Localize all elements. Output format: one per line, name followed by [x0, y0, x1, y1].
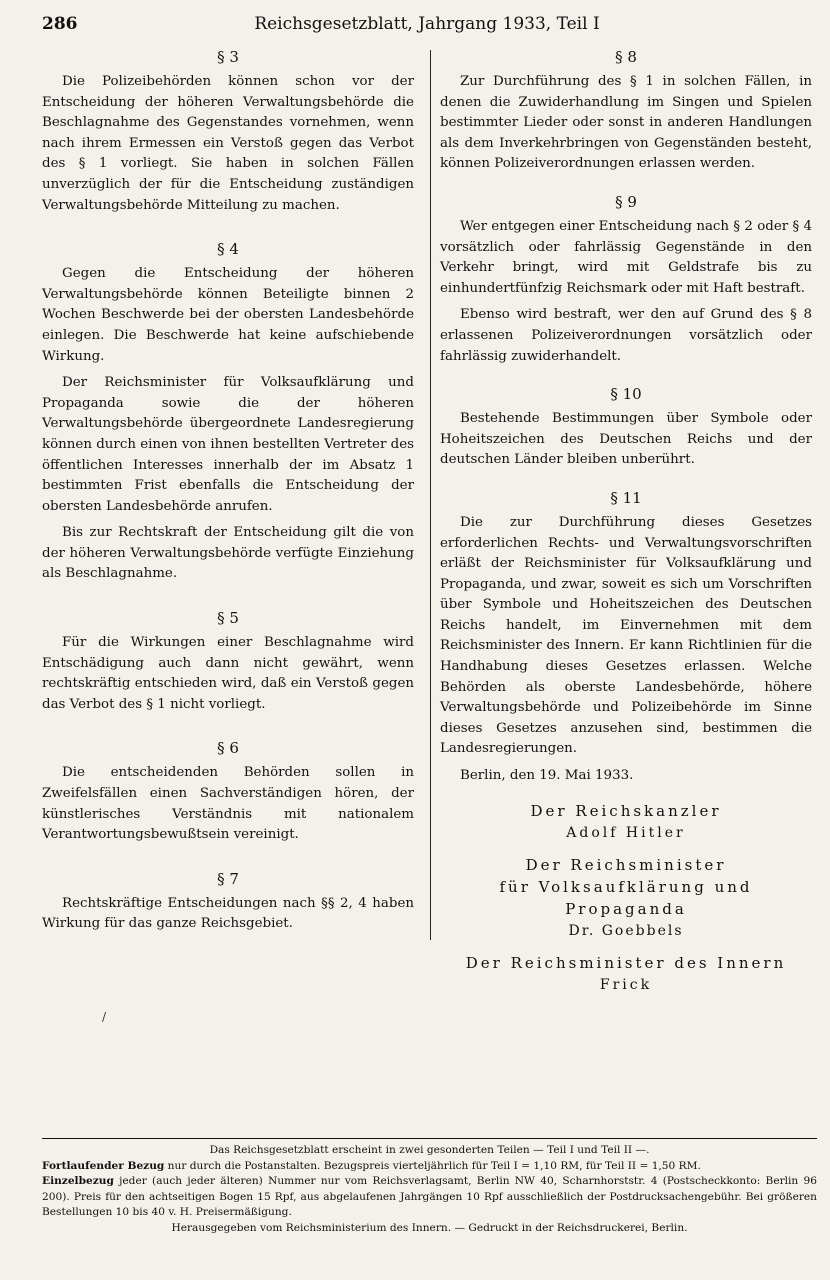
signature-block — [440, 800, 812, 996]
section-4 — [42, 238, 414, 585]
footer-line: Das Reichsgesetzblatt erscheint in zwei gesonderten Teilen — Teil I und Teil II —. — [209, 1144, 650, 1156]
paragraph: Die zur Durchführung dieses Gesetzes erforderlichen Rechts- und Verwaltungsvorschriften erläßt der Reichsminister für Volksaufklärung und Propaganda, und zwar, soweit es sich um Vorschriften über Symbole und Hoheitszeichen des Deutschen Reichs handelt, im Einvernehmen mit dem Reichsminister des Innern. Er kann Richtlinien für die Handhabung dieses Gesetzes erlassen. Welche Behörden als oberste Landesbehörde, höhere Verwaltungsbehörde und Polizeibehörde im Sinne dieses Gesetzes anzusehen sind, bestimmen die Landesregierungen. — [440, 514, 812, 757]
propaganda-minister-title-2: für Volksaufklärung und Propaganda — [499, 878, 753, 919]
footer-line — [42, 1159, 817, 1175]
paragraph: Bestehende Bestimmungen über Symbole oder Hoheitszeichen des Deutschen Reichs und der deutschen Länder bleiben unberührt. — [440, 411, 812, 468]
footer-line — [42, 1174, 817, 1221]
section-10 — [440, 383, 812, 471]
paragraph: Für die Wirkungen einer Beschlagnahme wird Entschädigung auch dann nicht gewährt, wenn rechtskräftig entschieden wird, daß ein Verstoß gegen das Verbot des § 1 nicht vorliegt. — [42, 635, 414, 712]
section-heading: § 8 — [615, 48, 637, 66]
section-heading: § 3 — [217, 48, 239, 66]
footer — [42, 1143, 817, 1237]
section-heading: § 5 — [217, 609, 239, 628]
section-5 — [42, 607, 414, 715]
paragraph: Der Reichsminister für Volksaufklärung und Propaganda sowie die der höheren Verwaltungsbehörde übergeordnete Landesregierung können durch einen von ihnen bestellten Vertreter des öffentlichen Interesses innerhalb der im Absatz 1 bestimmten Frist ebenfalls die Entscheidung der obersten Landesbehörde anrufen. — [42, 375, 414, 514]
section-heading: § 11 — [610, 488, 642, 507]
running-head: Reichsgesetzblatt, Jahrgang 1933, Teil I — [254, 14, 600, 34]
paragraph: Rechtskräftige Entscheidungen nach §§ 2, 4 haben Wirkung für das ganze Reichsgebiet. — [42, 895, 414, 932]
footer-line: Herausgegeben vom Reichsministerium des Innern. — Gedruckt in der Reichsdruckerei, Berlin. — [171, 1221, 688, 1234]
paragraph: Bis zur Rechtskraft der Entscheidung gilt die von der höheren Verwaltungsbehörde verfügte Einziehung als Beschlagnahme. — [42, 525, 414, 582]
propaganda-minister-name: Dr. Goebbels — [568, 923, 684, 940]
page-header — [42, 14, 812, 40]
page-number: 286 — [42, 14, 78, 34]
footer-bold-term: Einzelbezug — [42, 1175, 114, 1188]
section-11 — [440, 487, 812, 760]
footer-text: jeder (auch jeder älteren) Nummer nur vom Reichsverlagsamt, Berlin NW 40, Scharnhorststr. 4 (Postscheckkonto: Berlin 96 200). Preis für den achtseitigen Bogen 15 Rpf, aus abgelaufenen Jahrgängen 10 Rpf ausschließlich der Postdrucksachengebühr. Bei größeren Bestellungen 10 bis 40 v. H. Preisermäßigung. — [42, 1175, 817, 1219]
column-divider — [430, 50, 431, 940]
right-column — [440, 46, 812, 1006]
paragraph: Wer entgegen einer Entscheidung nach § 2 oder § 4 vorsätzlich oder fahrlässig Gegenstände in den Verkehr bringt, wird mit Geldstrafe bis zu einhundertfünfzig Reichsmark oder mit Haft bestraft. — [440, 218, 812, 296]
footer-bold-term: Fortlaufender Bezug — [42, 1159, 165, 1172]
section-3 — [42, 46, 414, 216]
section-9 — [440, 191, 812, 367]
section-heading: § 4 — [217, 240, 239, 259]
section-6 — [42, 737, 414, 845]
paragraph: Die entscheidenden Behörden sollen in Zweifelsfällen einen Sachverständigen hören, der künstlerisches Verständnis mit nationalem Verantwortungsbewußtsein vereinigt. — [42, 765, 414, 843]
left-column — [42, 46, 414, 941]
paragraph: Gegen die Entscheidung der höheren Verwaltungsbehörde können Beteiligte binnen 2 Wochen Beschwerde bei der obersten Landesbehörde einlegen. Die Beschwerde hat keine aufschiebende Wirkung. — [42, 266, 414, 364]
paragraph: Zur Durchführung des § 1 in solchen Fällen, in denen die Zuwiderhandlung im Singen und Spielen bestimmter Lieder oder sonst in anderen Handlungen als dem Inverkehrbringen von Gegenständen besteht, können Polizeiverordnungen erlassen werden. — [440, 74, 812, 172]
footer-text: nur durch die Postanstalten. Bezugspreis vierteljährlich für Teil I = 1,10 RM, für Teil II = 1,50 RM. — [164, 1159, 701, 1172]
section-heading: § 7 — [217, 869, 239, 888]
chancellor-title: Der Reichskanzler — [530, 802, 722, 821]
section-heading: § 9 — [615, 192, 637, 211]
footer-rule — [42, 1138, 817, 1139]
propaganda-minister-title: Der Reichsminister — [525, 856, 727, 875]
section-heading: § 10 — [610, 385, 642, 404]
date-line: Berlin, den 19. Mai 1933. — [460, 768, 634, 784]
section-7 — [42, 868, 414, 935]
section-8 — [440, 46, 812, 175]
interior-minister-title: Der Reichsminister des Innern — [465, 954, 787, 973]
chancellor-name: Adolf Hitler — [566, 825, 686, 842]
stray-mark: / — [102, 1010, 107, 1024]
paragraph: Die Polizeibehörden können schon vor der Entscheidung der höheren Verwaltungsbehörde die Beschlagnahme des Gegenstandes vornehmen, wenn nach ihrem Ermessen ein Verstoß gegen das Verbot des § 1 vorliegt. Sie haben in solchen Fällen unverzüglich der für die Entscheidung zuständigen Verwaltungsbehörde Mitteilung zu machen. — [42, 74, 414, 213]
paragraph: Ebenso wird bestraft, wer den auf Grund des § 8 erlassenen Polizeiverordnungen vorsätzlich oder fahrlässig zuwiderhandelt. — [440, 307, 812, 364]
section-heading: § 6 — [217, 739, 239, 758]
interior-minister-name: Frick — [599, 977, 653, 994]
